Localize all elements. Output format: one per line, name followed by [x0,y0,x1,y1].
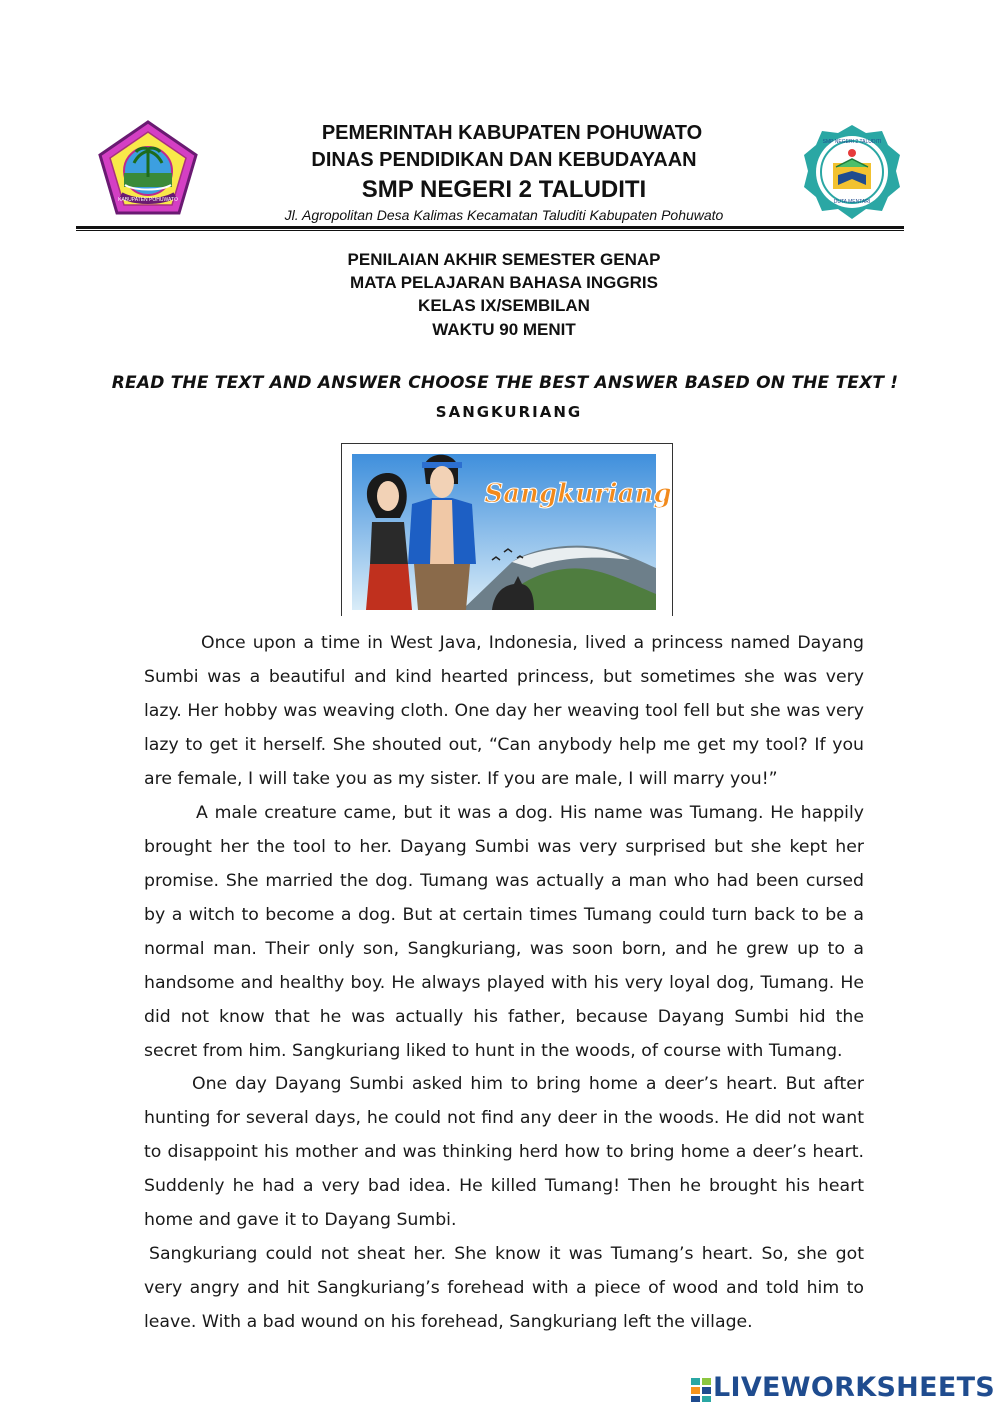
instruction-text: READ THE TEXT AND ANSWER CHOOSE THE BEST ANSWER BASED ON THE TEXT ! [111,373,899,393]
story-illustration [341,443,673,616]
story-paragraph-2: A male creature came, but it was a dog. His name was Tumang. He happily brought her the tool to her. Dayang Sumbi was very surprised but she kept her promise. She married the dog. Tumang was actually a man who had been cursed by a witch to become a dog. But at certain times Tumang could turn back to be a normal man. Their only son, Sangkuriang, was soon born, and he grew up to a handsome and healthy boy. He always played with his very loyal dog, Tumang. He did not know that he was actually his father, because Dayang Sumbi hid the secret from him. Sangkuriang liked to hunt in the woods, of course with Tumang. [144,803,864,1061]
government-name: PEMERINTAH KABUPATEN POHUWATO [321,122,703,144]
letterhead-divider-thin [76,230,904,231]
department-name: DINAS PENDIDIKAN DAN KEBUDAYAAN [311,149,697,171]
story-title: SANGKURIANG [435,403,583,421]
right-logo-text: SMP NEGERI 2 TALUDITI [822,139,882,145]
liveworksheets-brand: LIVEWORKSHEETS [713,1372,996,1403]
right-logo-motto: DUTA MENTARI [833,199,871,205]
exam-class: KELAS IX/SEMBILAN [418,296,590,315]
sangkuriang-illustration [342,444,672,616]
liveworksheets-icon [691,1378,711,1402]
left-logo-text: KABUPATEN POHUWATO [118,197,178,203]
story-paragraph-1: Once upon a time in West Java, Indonesia, lived a princess named Dayang Sumbi was a beautiful and kind hearted princess, but sometimes she was very lazy. Her hobby was weaving cloth. One day her weaving tool fell but she was very lazy to get it herself. She shouted out, “Can anybody help me get my tool? If you are female, I will take you as my sister. If you are male, I will marry you!” [144,633,864,789]
letterhead-divider [76,226,904,229]
story-paragraph-3: One day Dayang Sumbi asked him to bring home a deer’s heart. But after hunting for several days, he could not find any deer in the woods. He did not want to disappoint his mother and was thinking herd how to bring home a deer’s heart. Suddenly he had a very bad idea. He killed Tumang! Then he brought his heart home and gave it to Dayang Sumbi. [144,1074,864,1230]
liveworksheets-logo [691,1372,996,1406]
school-address: Jl. Agropolitan Desa Kalimas Kecamatan Taluditi Kabupaten Pohuwato [284,207,724,223]
story-paragraph-4: Sangkuriang could not sheat her. She know it was Tumang’s heart. So, she got very angry and hit Sangkuriang’s forehead with a piece of wood and told him to leave. With a bad wound on his forehead, Sangkuriang left the village. [144,1244,864,1332]
illustration-logo-text: Sangkuriang [484,479,672,509]
school-name: SMP NEGERI 2 TALUDITI [361,176,647,203]
exam-duration: WAKTU 90 MENIT [432,320,576,339]
exam-subject: MATA PELAJARAN BAHASA INGGRIS [350,273,658,292]
exam-title: PENILAIAN AKHIR SEMESTER GENAP [347,250,661,269]
